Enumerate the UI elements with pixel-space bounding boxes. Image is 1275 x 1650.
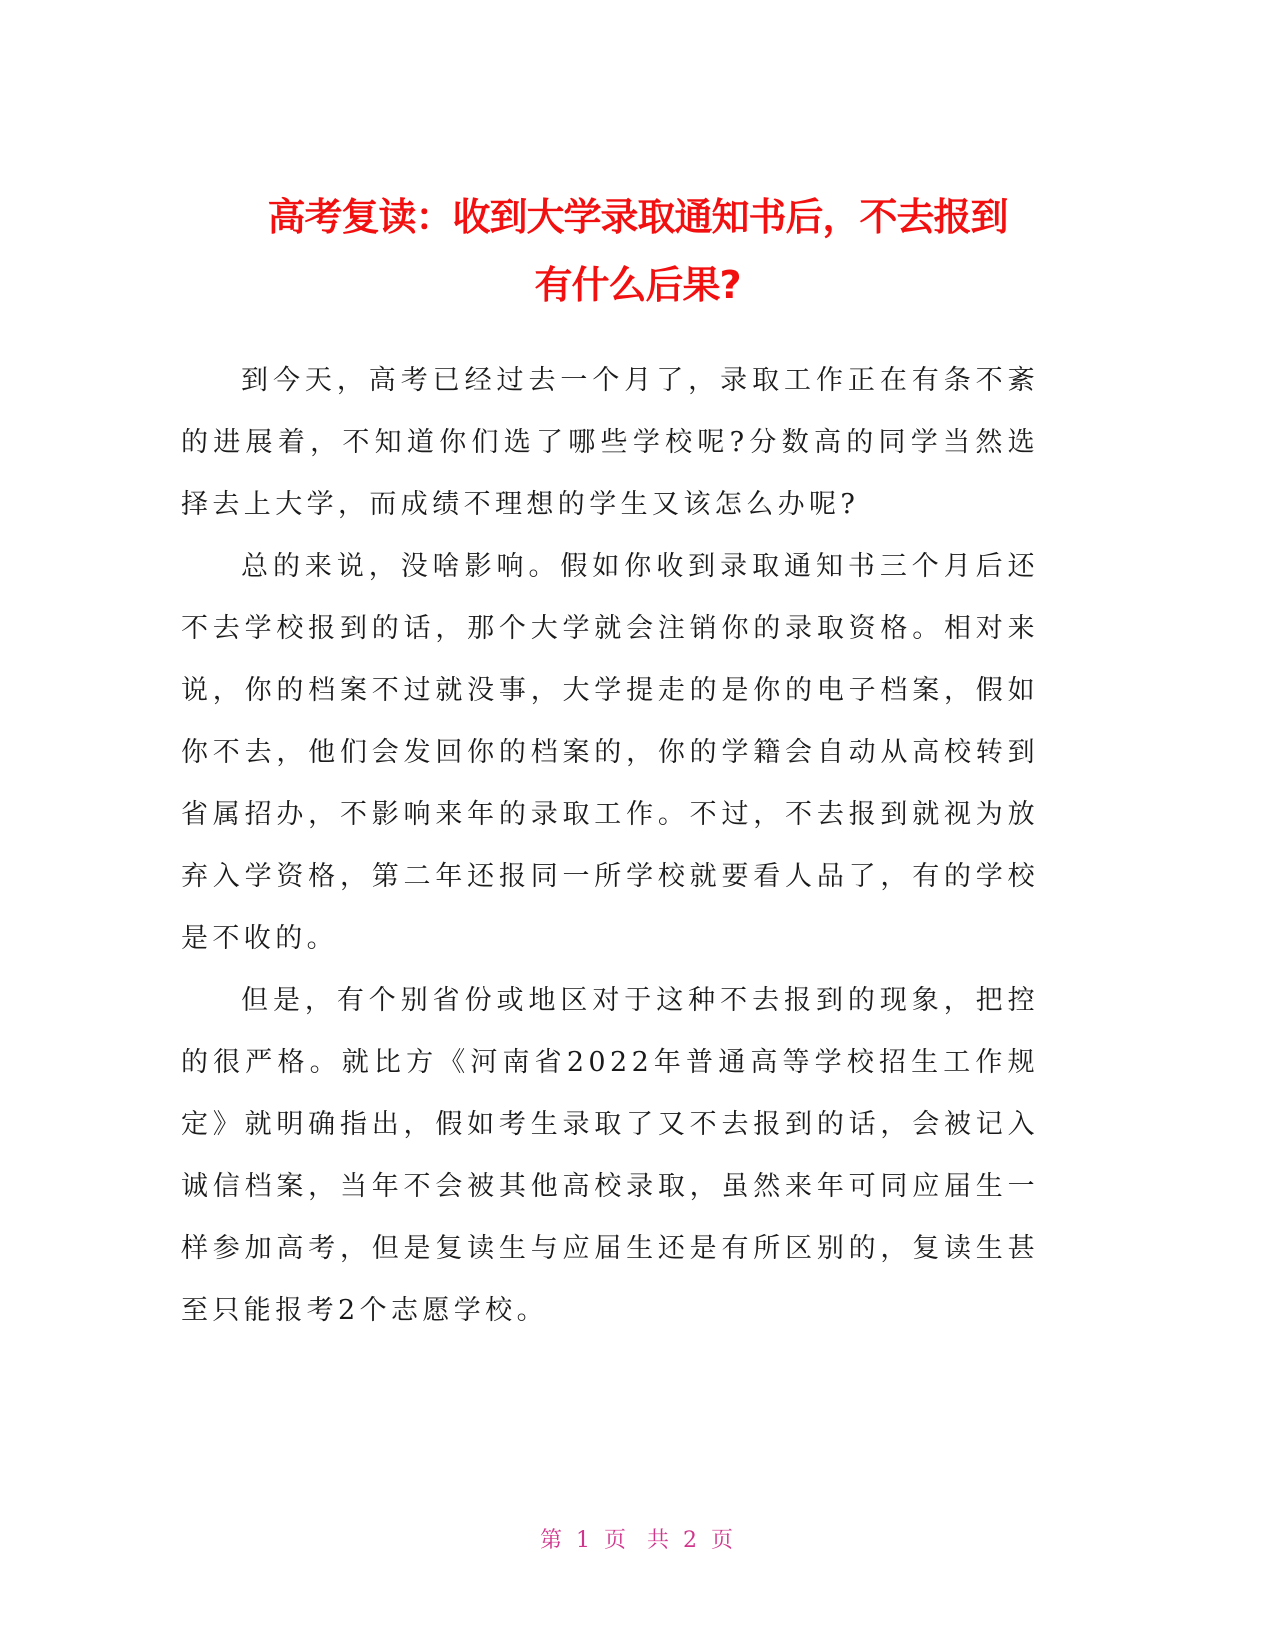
title-line-2: 有什么后果? (534, 263, 741, 308)
page-number-footer (0, 1523, 1275, 1554)
document-body (181, 350, 1039, 1342)
title-line-1: 高考复读：收到大学录取通知书后，不去报到 (267, 195, 1008, 240)
total-pages-number: 2 (683, 1528, 699, 1553)
current-page-number: 1 (576, 1528, 592, 1553)
document-title (150, 183, 1125, 319)
page-label-mid: 页 共 (604, 1528, 671, 1553)
paragraph-3: 但是，有个别省份或地区对于这种不去报到的现象，把控的很严格。就比方《河南省2022年普通高等学校招生工作规定》就明确指出，假如考生录取了又不去报到的话，会被记入诚信档案，当年不会被其他高校录取，虽然来年可同应届生一样参加高考，但是复读生与应届生还是有所区别的，复读生甚至只能报考2个志愿学校。 (181, 985, 1039, 1326)
page-label-suffix: 页 (711, 1528, 736, 1553)
page-label-prefix: 第 (539, 1528, 564, 1553)
paragraph-1: 到今天，高考已经过去一个月了，录取工作正在有条不紊的进展着，不知道你们选了哪些学校呢?分数高的同学当然选择去上大学，而成绩不理想的学生又该怎么办呢? (181, 365, 1039, 520)
paragraph-2: 总的来说，没啥影响。假如你收到录取通知书三个月后还不去学校报到的话，那个大学就会注销你的录取资格。相对来说，你的档案不过就没事，大学提走的是你的电子档案，假如你不去，他们会发回你的档案的，你的学籍会自动从高校转到省属招办，不影响来年的录取工作。不过，不去报到就视为放弃入学资格，第二年还报同一所学校就要看人品了，有的学校是不收的。 (181, 551, 1039, 954)
